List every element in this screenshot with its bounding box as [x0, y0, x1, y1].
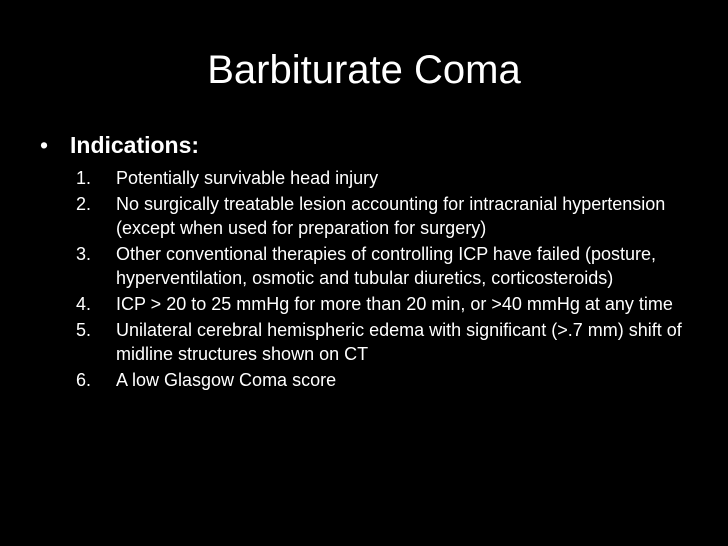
- indications-list: [76, 166, 716, 394]
- list-item-number: 6.: [76, 370, 92, 390]
- bullet-heading-row: [40, 129, 199, 161]
- list-item-text: Unilateral cerebral hemispheric edema with significant (>.7 mm) shift of midline structures shown on CT: [116, 320, 682, 364]
- list-item-text: A low Glasgow Coma score: [116, 370, 337, 390]
- list-item-text: Potentially survivable head injury: [116, 168, 379, 188]
- list-item: [76, 292, 716, 316]
- list-item-number: 4.: [76, 294, 92, 314]
- slide-title: Barbiturate Coma: [207, 48, 521, 92]
- list-item-number: 1.: [76, 168, 92, 188]
- bullet-heading: Indications:: [70, 132, 200, 158]
- list-item: [76, 242, 716, 290]
- bullet-icon: •: [40, 132, 49, 158]
- list-item: [76, 368, 716, 392]
- list-item-number: 5.: [76, 320, 92, 340]
- list-item-text: No surgically treatable lesion accounting for intracranial hypertension (except when used for preparation for surgery): [116, 194, 666, 238]
- list-item: [76, 166, 716, 190]
- list-item-number: 2.: [76, 194, 92, 214]
- list-item: [76, 318, 716, 366]
- list-item: [76, 192, 716, 240]
- list-item-text: Other conventional therapies of controlling ICP have failed (posture, hyperventilation, osmotic and tubular diuretics, corticosteroids): [116, 244, 656, 288]
- list-item-number: 3.: [76, 244, 92, 264]
- list-item-text: ICP > 20 to 25 mmHg for more than 20 min, or >40 mmHg at any time: [116, 294, 673, 314]
